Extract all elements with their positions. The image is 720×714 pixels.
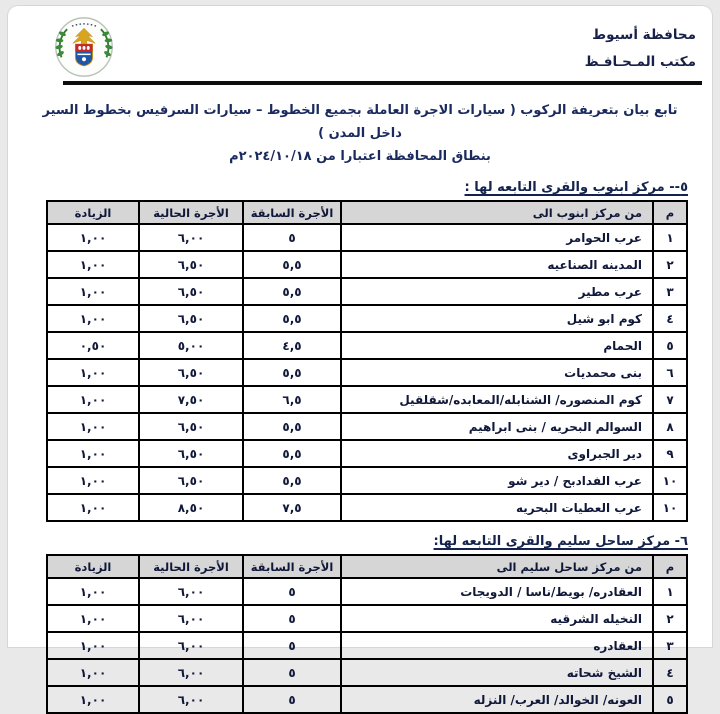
table-row — [47, 332, 687, 359]
destination-cell: السوالم البحريه / بنى ابراهيم — [341, 413, 653, 440]
row-number-cell: ٤ — [653, 305, 687, 332]
row-number-cell: ٦ — [653, 359, 687, 386]
current-fare-cell: ٦,٥٠ — [139, 467, 243, 494]
previous-fare-cell: ٥,٥ — [243, 440, 341, 467]
document-page — [8, 6, 712, 707]
previous-fare-cell: ٥,٥ — [243, 467, 341, 494]
table-row — [47, 686, 687, 713]
current-fare-cell: ٥,٠٠ — [139, 332, 243, 359]
table-row — [47, 386, 687, 413]
increase-cell: ١,٠٠ — [47, 659, 139, 686]
col-header-current-fare: الأجرة الحالية — [139, 555, 243, 578]
destination-cell: كوم ابو شيل — [341, 305, 653, 332]
increase-cell: ١,٠٠ — [47, 467, 139, 494]
current-fare-cell: ٦,٠٠ — [139, 659, 243, 686]
previous-fare-cell: ٥ — [243, 632, 341, 659]
current-fare-cell: ٦,٠٠ — [139, 686, 243, 713]
table-row — [47, 659, 687, 686]
org-name: محافظة أسيوط — [592, 27, 696, 43]
current-fare-cell: ٨,٥٠ — [139, 494, 243, 521]
destination-cell: عرب الحوامر — [341, 224, 653, 251]
destination-cell: النخيله الشرقيه — [341, 605, 653, 632]
previous-fare-cell: ٥ — [243, 686, 341, 713]
fare-table-sahel-selim — [46, 554, 688, 714]
increase-cell: ١,٠٠ — [47, 578, 139, 605]
previous-fare-cell: ٥,٥ — [243, 278, 341, 305]
current-fare-cell: ٦,٥٠ — [139, 251, 243, 278]
table-row — [47, 578, 687, 605]
col-header-destination: من مركز ابنوب الى — [341, 201, 653, 224]
table-header-row — [47, 201, 687, 224]
increase-cell: ١,٠٠ — [47, 359, 139, 386]
table-row — [47, 632, 687, 659]
row-number-cell: ٢ — [653, 605, 687, 632]
increase-cell: ١,٠٠ — [47, 632, 139, 659]
destination-cell: بنى محمديات — [341, 359, 653, 386]
destination-cell: عرب الفدادبح / دير شو — [341, 467, 653, 494]
current-fare-cell: ٦,٠٠ — [139, 605, 243, 632]
row-number-cell: ٤ — [653, 659, 687, 686]
previous-fare-cell: ٥,٥ — [243, 413, 341, 440]
governorate-emblem-icon — [36, 16, 132, 78]
row-number-cell: ١٠ — [653, 467, 687, 494]
row-number-cell: ٨ — [653, 413, 687, 440]
col-header-previous-fare: الأجرة السابقة — [243, 201, 341, 224]
previous-fare-cell: ٥ — [243, 605, 341, 632]
document-title — [8, 99, 712, 168]
previous-fare-cell: ٥ — [243, 659, 341, 686]
row-number-cell: ٥ — [653, 332, 687, 359]
current-fare-cell: ٦,٥٠ — [139, 413, 243, 440]
current-fare-cell: ٦,٥٠ — [139, 305, 243, 332]
previous-fare-cell: ٥,٥ — [243, 251, 341, 278]
section-heading-sahel-selim: ٦- مركز ساحل سليم والقرى التابعه لها: — [433, 534, 688, 549]
title-line-1: تابع بيان بتعريفة الركوب ( سيارات الاجرة العاملة بجميع الخطوط – سيارات السرفيس بخطوط السير داخل المدن ) — [42, 103, 678, 141]
table-row — [47, 413, 687, 440]
destination-cell: العقادره/ بويط/ناسا / الدويجات — [341, 578, 653, 605]
previous-fare-cell: ٥,٥ — [243, 305, 341, 332]
increase-cell: ١,٠٠ — [47, 413, 139, 440]
assiut-governorate-logo — [36, 16, 132, 78]
previous-fare-cell: ٧,٥ — [243, 494, 341, 521]
current-fare-cell: ٦,٠٠ — [139, 632, 243, 659]
section-sahel-selim — [8, 534, 712, 714]
table-row — [47, 605, 687, 632]
current-fare-cell: ٦,٥٠ — [139, 440, 243, 467]
increase-cell: ١,٠٠ — [47, 224, 139, 251]
current-fare-cell: ٦,٠٠ — [139, 578, 243, 605]
previous-fare-cell: ٦,٥ — [243, 386, 341, 413]
row-number-cell: ٣ — [653, 632, 687, 659]
fare-table-abnoub — [46, 200, 688, 522]
title-line-2: بنطاق المحافظة اعتبارا من ٢٠٢٤/١٠/١٨م — [229, 149, 491, 164]
increase-cell: ١,٠٠ — [47, 440, 139, 467]
table-row — [47, 251, 687, 278]
destination-cell: عرب مطير — [341, 278, 653, 305]
section-heading-abnoub: ٥-- مركز ابنوب والقرى التابعه لها : — [464, 180, 688, 195]
row-number-cell: ٣ — [653, 278, 687, 305]
table-row — [47, 467, 687, 494]
increase-cell: ١,٠٠ — [47, 686, 139, 713]
destination-cell: الشيخ شحاته — [341, 659, 653, 686]
row-number-cell: ٥ — [653, 686, 687, 713]
table-row — [47, 359, 687, 386]
previous-fare-cell: ٥ — [243, 578, 341, 605]
col-header-increase: الزيادة — [47, 555, 139, 578]
table-row — [47, 224, 687, 251]
increase-cell: ١,٠٠ — [47, 251, 139, 278]
col-header-index: م — [653, 555, 687, 578]
increase-cell: ١,٠٠ — [47, 386, 139, 413]
table-row — [47, 278, 687, 305]
section-abnoub — [8, 180, 712, 522]
col-header-index: م — [653, 201, 687, 224]
header-divider — [63, 81, 702, 85]
current-fare-cell: ٦,٠٠ — [139, 224, 243, 251]
increase-cell: ١,٠٠ — [47, 278, 139, 305]
current-fare-cell: ٦,٥٠ — [139, 359, 243, 386]
increase-cell: ١,٠٠ — [47, 305, 139, 332]
col-header-increase: الزيادة — [47, 201, 139, 224]
org-office: مكتب المـحـافـظ — [584, 54, 696, 70]
destination-cell: الحمام — [341, 332, 653, 359]
current-fare-cell: ٦,٥٠ — [139, 278, 243, 305]
destination-cell: دير الجبراوى — [341, 440, 653, 467]
table-row — [47, 494, 687, 521]
document-header — [8, 6, 712, 78]
previous-fare-cell: ٤,٥ — [243, 332, 341, 359]
destination-cell: العونه/ الخوالد/ العرب/ النزله — [341, 686, 653, 713]
row-number-cell: ٧ — [653, 386, 687, 413]
current-fare-cell: ٧,٥٠ — [139, 386, 243, 413]
destination-cell: كوم المنصوره/ الشنابله/المعابده/شقلقيل — [341, 386, 653, 413]
table-row — [47, 305, 687, 332]
col-header-destination: من مركز ساحل سليم الى — [341, 555, 653, 578]
destination-cell: المدينه الصناعيه — [341, 251, 653, 278]
increase-cell: ٠,٥٠ — [47, 332, 139, 359]
row-number-cell: ٢ — [653, 251, 687, 278]
org-block — [585, 16, 696, 76]
destination-cell: عرب العطيات البحريه — [341, 494, 653, 521]
previous-fare-cell: ٥,٥ — [243, 359, 341, 386]
row-number-cell: ١ — [653, 224, 687, 251]
col-header-current-fare: الأجرة الحالية — [139, 201, 243, 224]
destination-cell: العقادره — [341, 632, 653, 659]
row-number-cell: ١ — [653, 578, 687, 605]
table-header-row — [47, 555, 687, 578]
row-number-cell: ١٠ — [653, 494, 687, 521]
col-header-previous-fare: الأجرة السابقة — [243, 555, 341, 578]
increase-cell: ١,٠٠ — [47, 494, 139, 521]
increase-cell: ١,٠٠ — [47, 605, 139, 632]
row-number-cell: ٩ — [653, 440, 687, 467]
previous-fare-cell: ٥ — [243, 224, 341, 251]
table-row — [47, 440, 687, 467]
